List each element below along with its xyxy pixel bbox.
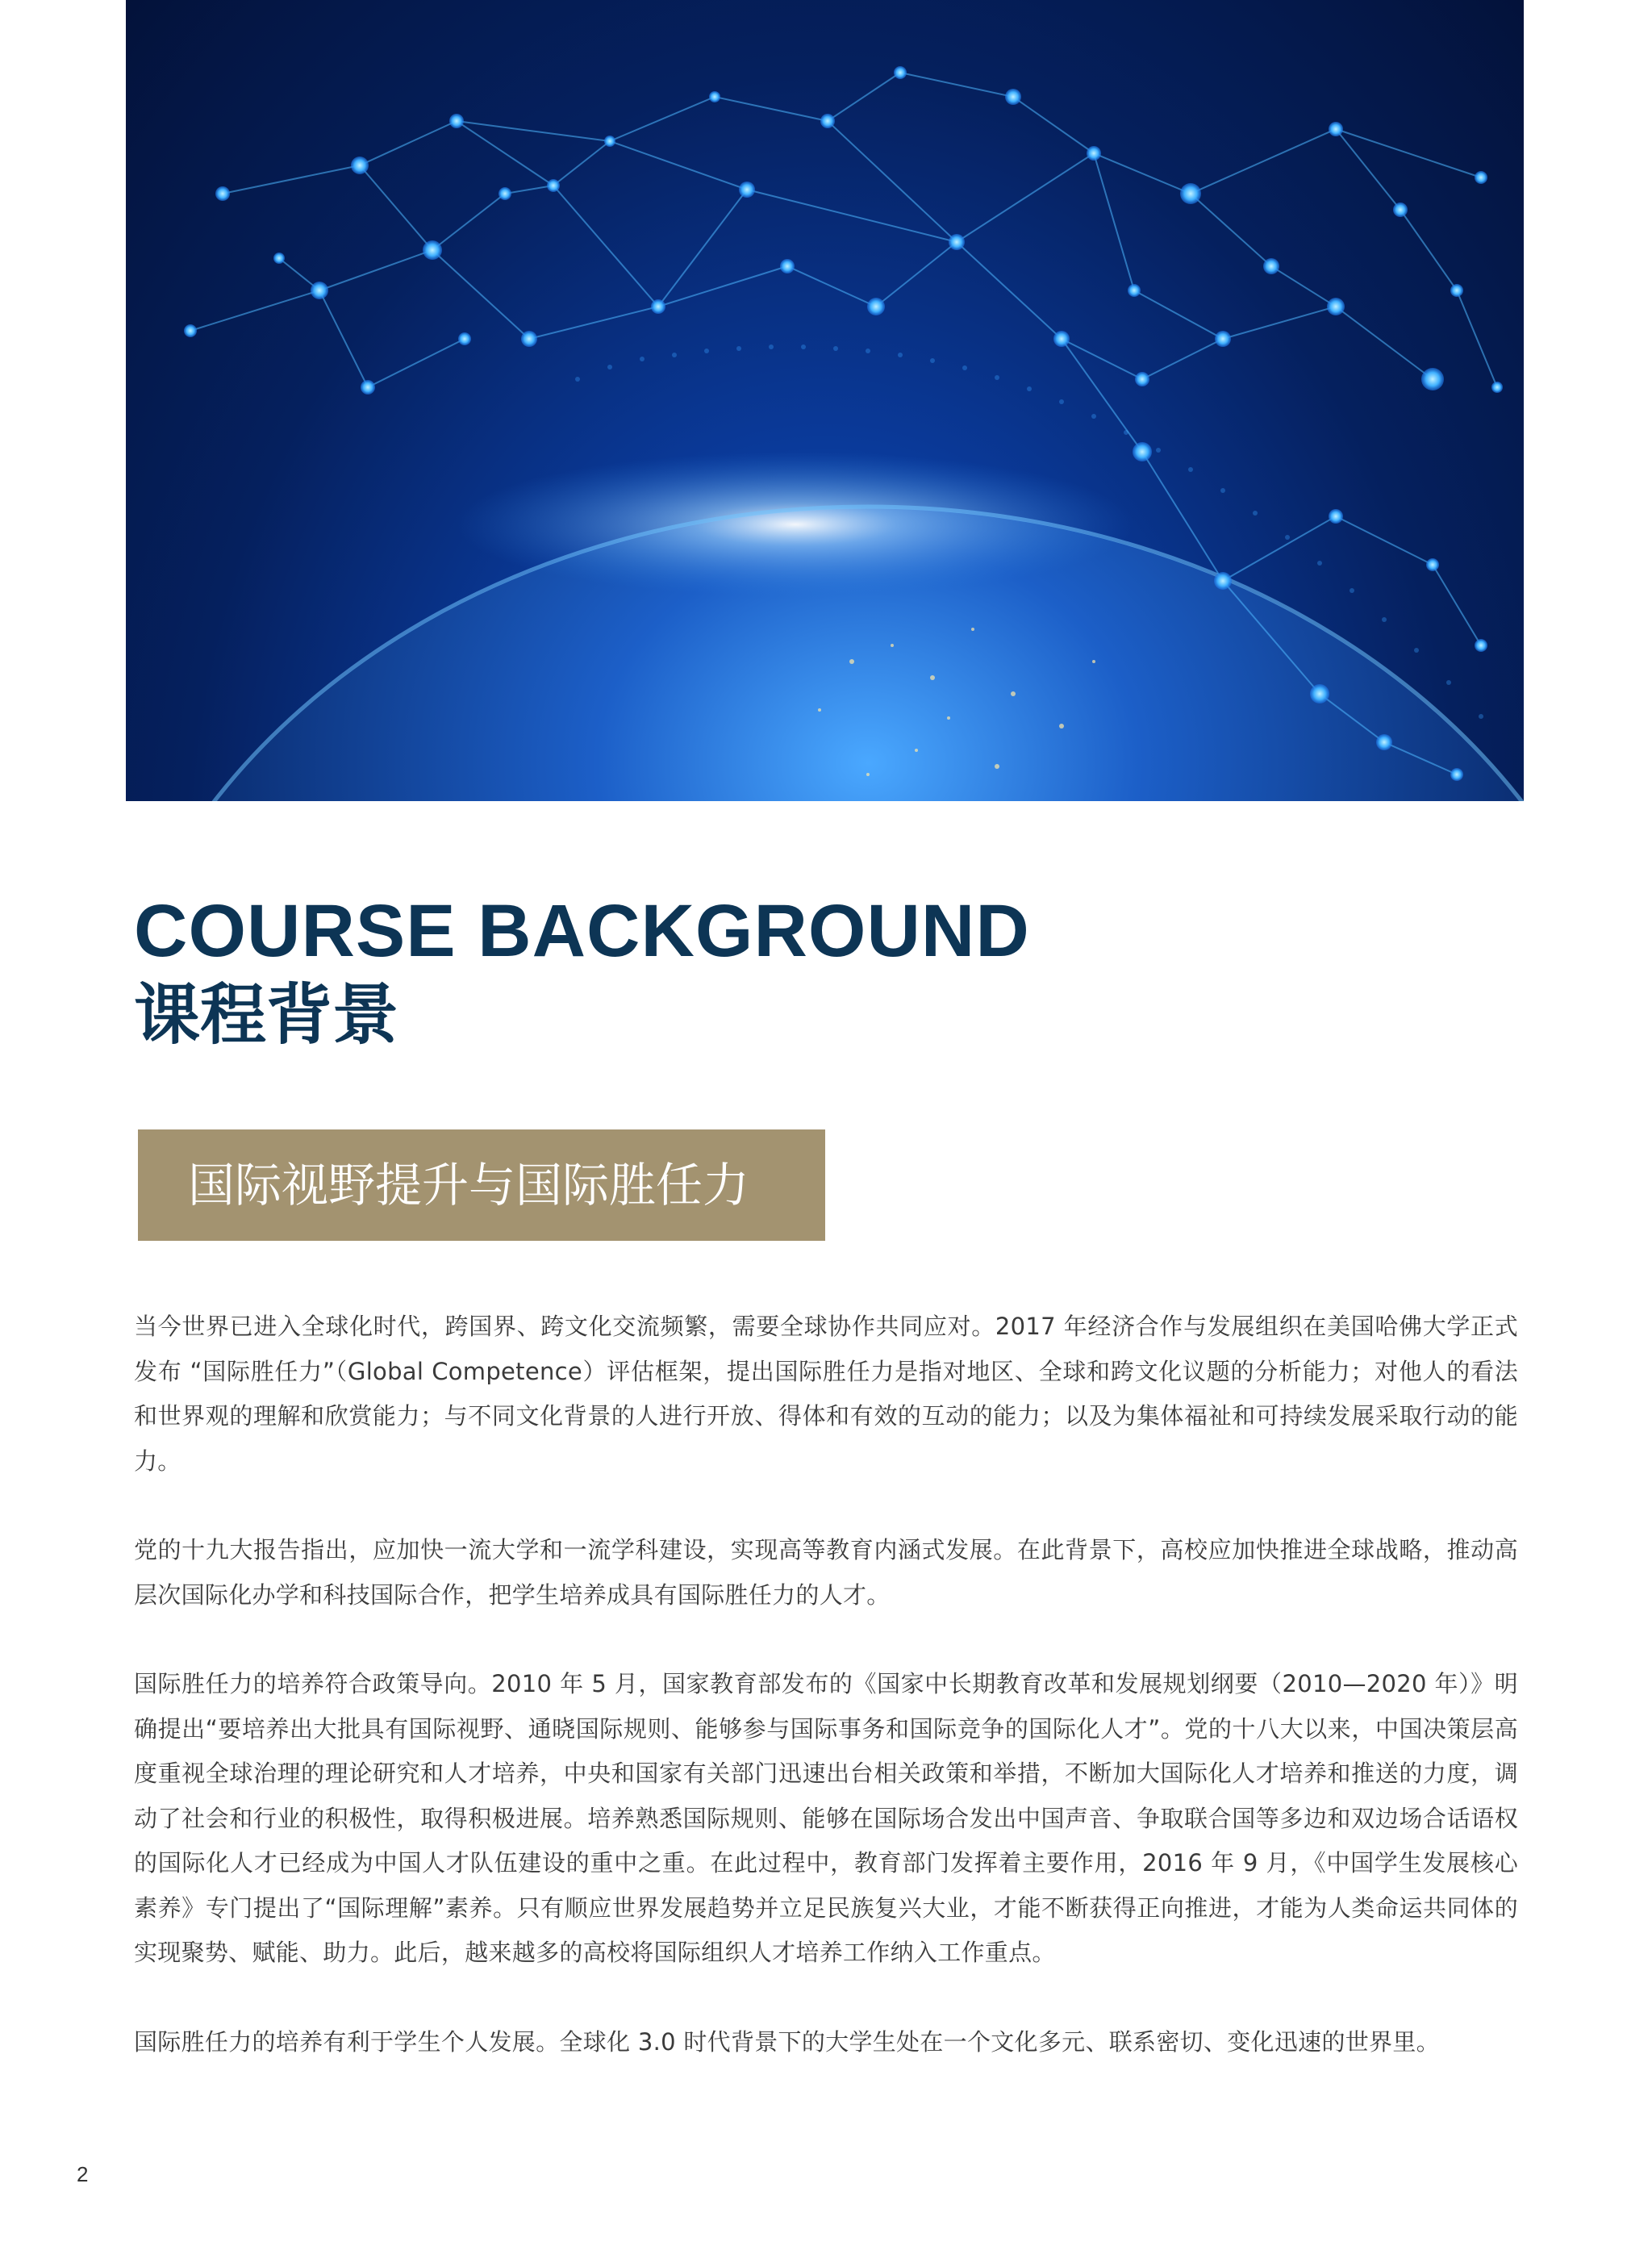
page-title-chinese: 课程背景 [134, 977, 399, 1054]
section-subtitle-band [138, 1129, 825, 1241]
paragraph: 国际胜任力的培养有利于学生个人发展。全球化 3.0 时代背景下的大学生处在一个文化多元、联系密切、变化迅速的世界里。 [134, 2027, 1440, 2056]
hero-globe-network-image [126, 0, 1524, 801]
body-text [134, 1305, 1518, 2109]
paragraph: 党的十九大报告指出，应加快一流大学和一流学科建设，实现高等教育内涵式发展。在此背景下，高校应加快推进全球战略，推动高层次国际化办学和科技国际合作，把学生培养成具有国际胜任力的人才。 [134, 1536, 1518, 1609]
paragraph: 国际胜任力的培养符合政策导向。2010 年 5 月，国家教育部发布的《国家中长期教育改革和发展规划纲要（2010—2020 年）》明确提出“要培养出大批具有国际视野、通晓国际规则、能够参与国际事务和国际竞争的国际化人才”。党的十八大以来，中国决策层高度重视全球治理的理论研究和人才培养，中央和国家有关部门迅速出台相关政策和举措，不断加大国际化人才培养和推送的力度，调动了社会和行业的积极性，取得积极进展。培养熟悉国际规则、能够在国际场合发出中国声音、争取联合国等多边和双边场合话语权的国际化人才已经成为中国人才队伍建设的重中之重。在此过程中，教育部门发挥着主要作用，2016 年 9 月，《中国学生发展核心素养》专门提出了“国际理解”素养。只有顺应世界发展趋势并立足民族复兴大业，才能不断获得正向推进，才能为人类命运共同体的实现聚势、赋能、助力。此后，越来越多的高校将国际组织人才培养工作纳入工作重点。 [134, 1670, 1518, 1966]
section-subtitle: 国际视野提升与国际胜任力 [188, 1158, 750, 1213]
globe-network-illustration [126, 0, 1524, 801]
page-title-english: COURSE BACKGROUND [134, 890, 1030, 972]
horizon-glow [457, 452, 1134, 597]
page-number: 2 [77, 2162, 89, 2186]
paragraph: 当今世界已进入全球化时代，跨国界、跨文化交流频繁，需要全球协作共同应对。2017 年经济合作与发展组织在美国哈佛大学正式发布 “国际胜任力”（Global Competence）评估框架，提出国际胜任力是指对地区、全球和跨文化议题的分析能力；对他人的看法和世界观的理解和欣赏能力；与不同文化背景的人进行开放、得体和有效的互动的能力；以及为集体福祉和可持续发展采取行动的能力。 [134, 1313, 1518, 1475]
